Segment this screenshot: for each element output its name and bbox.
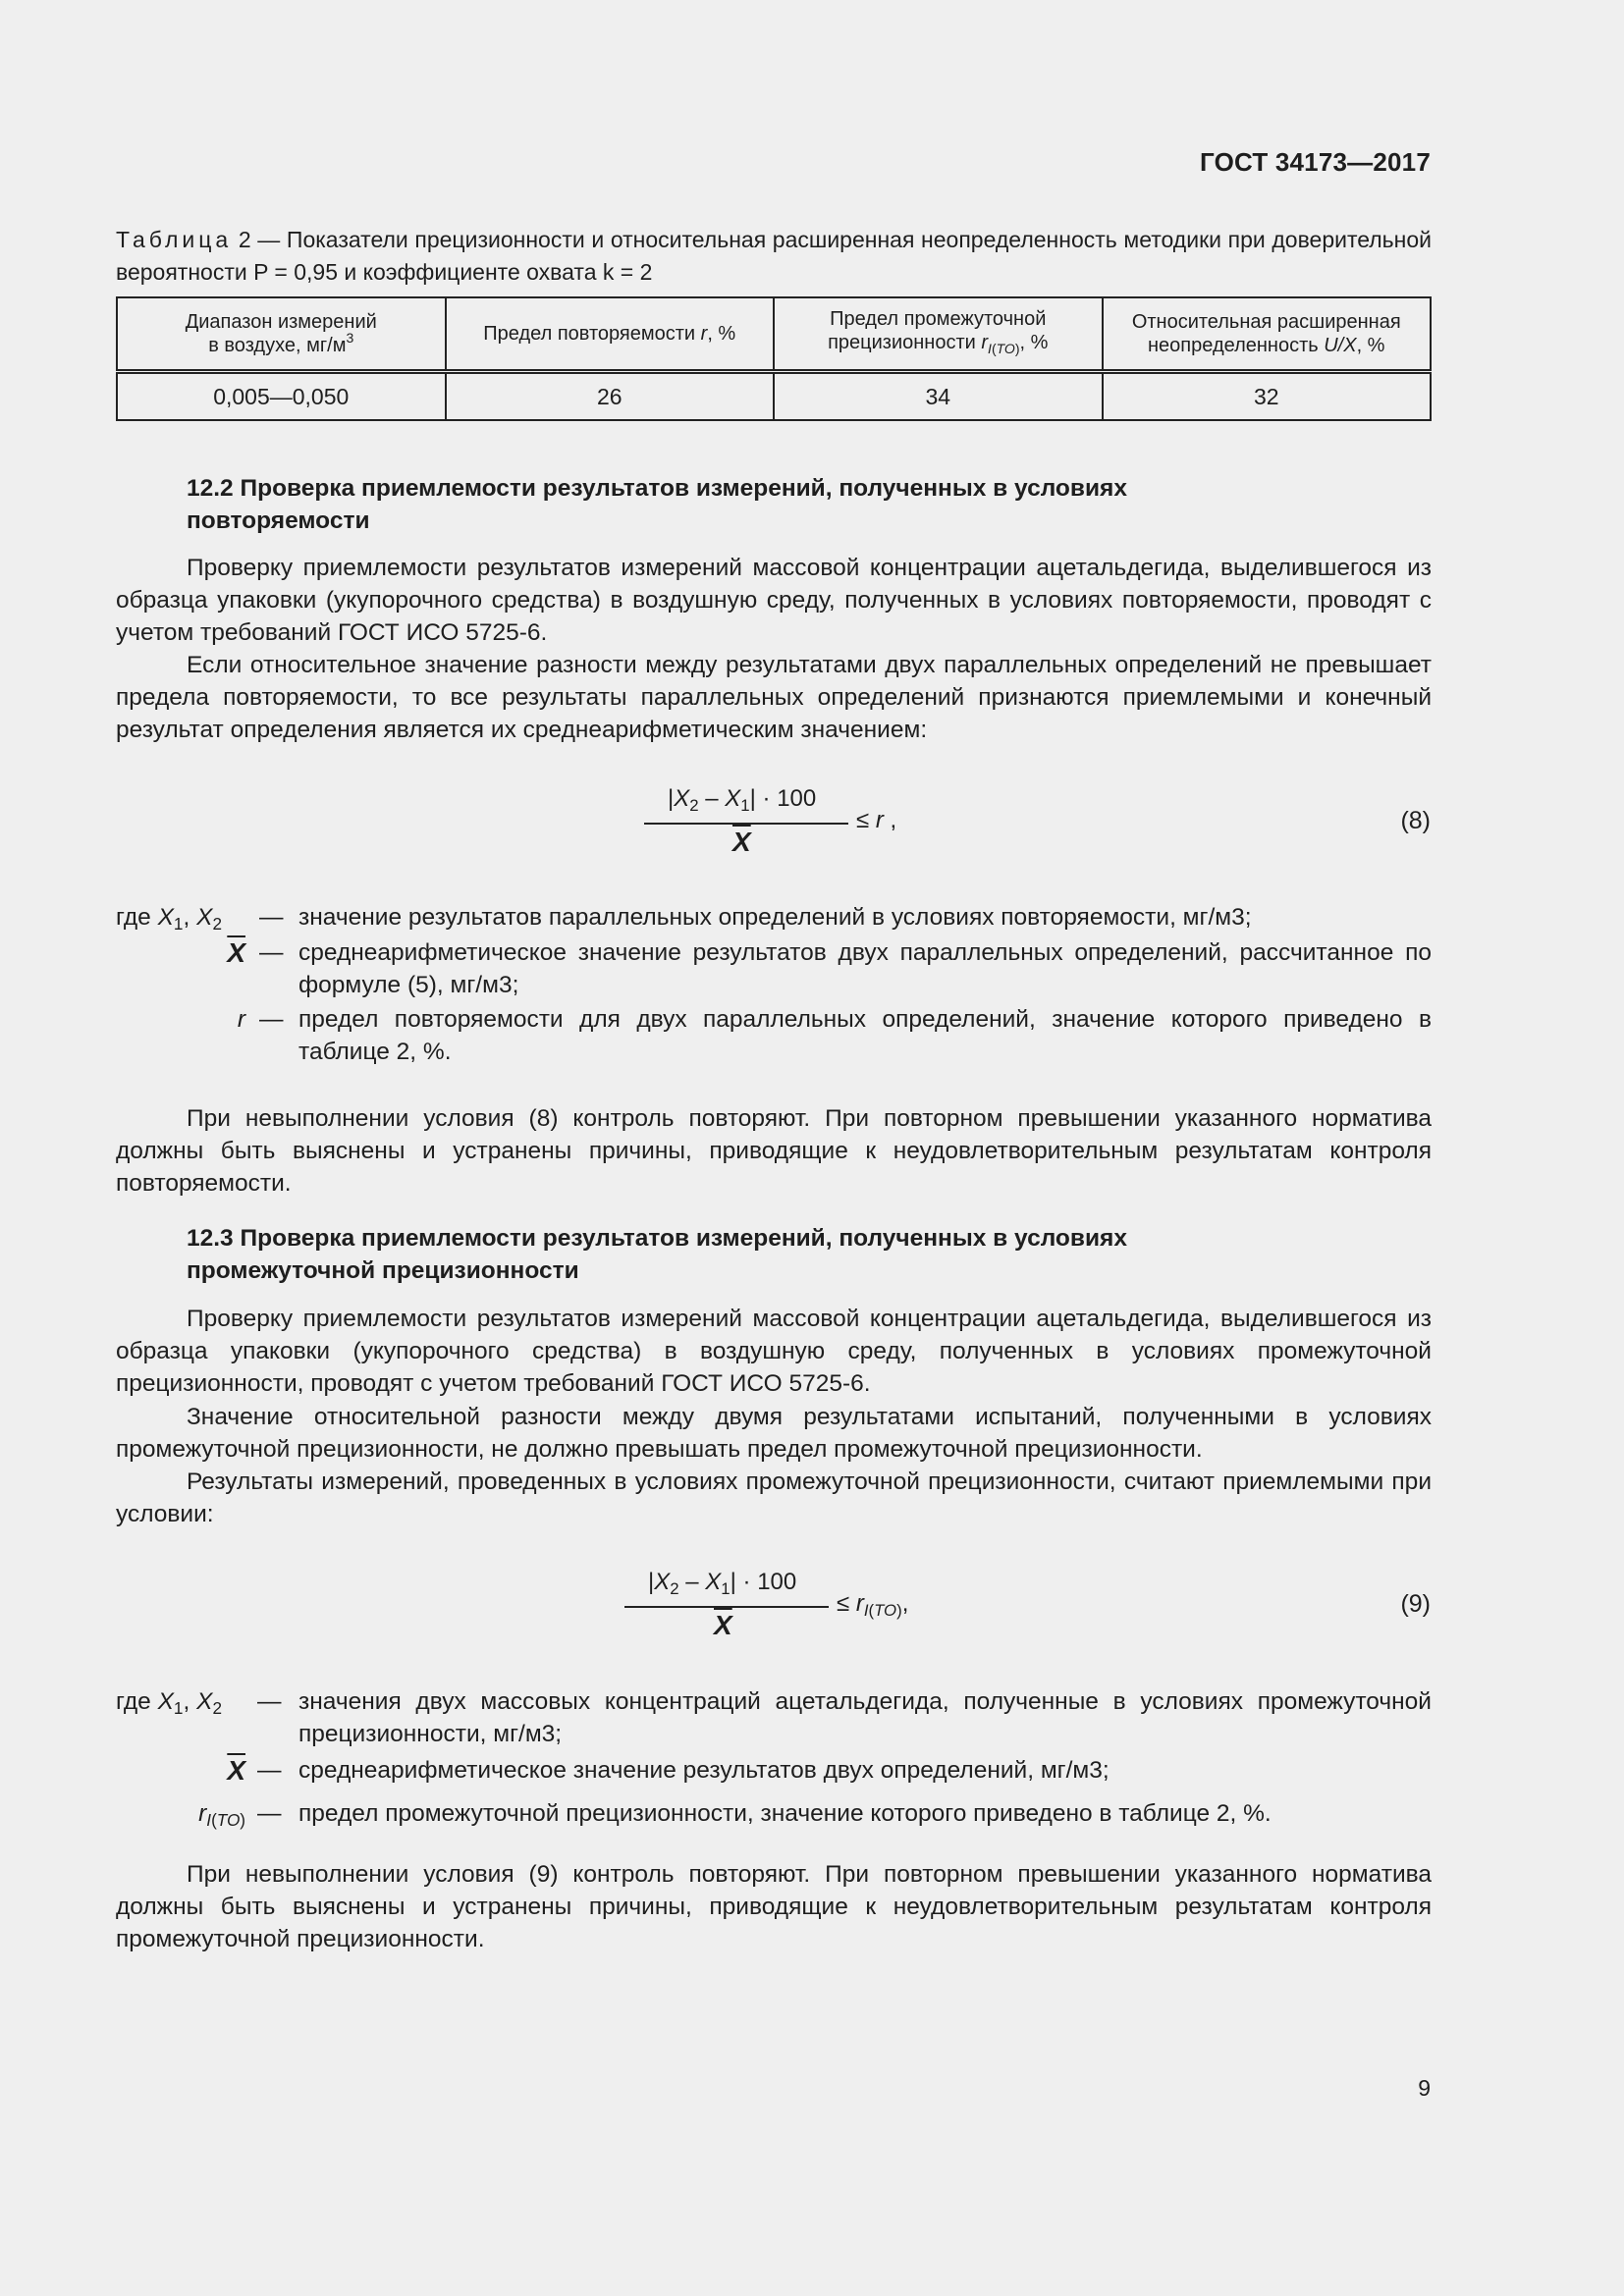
table-caption-text: 2 — Показатели прецизионности и относительная расширенная неопределенность методики при доверительной вероятности P = 0,95 и коэффициенте охвата k = 2 (116, 227, 1433, 285)
legend-8-symbol-xbar: $\overline{X}$ (227, 937, 245, 968)
formula-9-fraction-line (624, 1606, 829, 1608)
legend-9-symbol-xbar: $\overline{X}$ (227, 1755, 245, 1786)
table-caption-label: Таблица (116, 227, 233, 252)
table-cell-uncertainty: 32 (1103, 372, 1432, 421)
legend-9-text-2: среднеарифметическое значение результатов двух определений, мг/м3; (298, 1757, 1110, 1784)
standard-header: ГОСТ 34173—2017 (1200, 147, 1431, 177)
legend-8-text-2: среднеарифметическое значение результатов двух параллельных определений, рассчитанное по формуле (5), мг/м3; (298, 939, 1432, 998)
section-12-2-paragraph-2: Если относительное значение разности между результатами двух параллельных определений не превышает предела повторяемости, то все результаты параллельных определений признаются приемлемыми и конечный результат определения является их среднеарифметическим значением: (116, 652, 1432, 743)
formula-8-number: (8) (1400, 807, 1431, 834)
legend-9-text-3: предел промежуточной прецизионности, значение которого приведено в таблице 2, %. (298, 1800, 1272, 1827)
legend-9-dash: — (257, 1757, 282, 1784)
legend-8-text-1: значение результатов параллельных определений в условиях повторяемости, мг/м3; (298, 904, 1252, 931)
table-col-range: Диапазон измерений в воздухе, $мг/м^3$ (117, 297, 446, 372)
legend-8-dash: — (259, 904, 284, 931)
section-12-2-paragraph-3: При невыполнении условия (8) контроль повторяют. При повторном превышении указанного норматива должны быть выяснены и устранены причины, приводящие к неудовлетворительным результатам контроля повторяемости. (116, 1105, 1432, 1197)
table-row (117, 372, 1431, 421)
section-12-3-heading (187, 1222, 1432, 1287)
legend-8-symbol-r: r (237, 1006, 245, 1033)
legend-9-symbol-x: где $X_1$, $X_2$ (116, 1688, 222, 1718)
table-header-row (117, 297, 1431, 372)
table-col-uncertainty: Относительная расширенная неопределенность U/X, % (1103, 297, 1432, 372)
legend-8-dash: — (259, 939, 284, 966)
section-12-3-paragraph-1: Проверку приемлемости результатов измерений массовой концентрации ацетальдегида, выделившегося из образца упаковки (укупорочного средства) в воздушную среду, полученных в условиях промежуточной прецизионности, проводят с учетом требований ГОСТ ИСО 5725-6. (116, 1306, 1432, 1397)
section-12-3-paragraph-2: Значение относительной разности между двумя результатами испытаний, полученными в условиях промежуточной прецизионности, не должно превышать предел промежуточной прецизионности. (116, 1404, 1432, 1463)
formula-8-relation: ≤ r , (856, 807, 897, 833)
legend-9-dash: — (257, 1800, 282, 1827)
section-12-3-heading-line1: 12.3 Проверка приемлемости результатов измерений, полученных в условиях (187, 1225, 1127, 1252)
section-12-2-heading (187, 472, 1432, 537)
section-12-3-heading-line2: промежуточной прецизионности (187, 1257, 579, 1284)
legend-9-text-1: значения двух массовых концентраций ацетальдегида, полученные в условиях промежуточной прецизионности, мг/м3; (298, 1688, 1432, 1747)
formula-9-number: (9) (1400, 1590, 1431, 1618)
legend-where: где (116, 1688, 151, 1715)
legend-8-dash: — (259, 1006, 284, 1033)
table-col-repeatability: Предел повторяемости r, % (446, 297, 775, 372)
legend-8-text-3: предел повторяемости для двух параллельных определений, значение которого приведено в таблице 2, %. (298, 1006, 1432, 1065)
formula-8-fraction-line (644, 823, 848, 825)
section-12-3-paragraph-3: Результаты измерений, проведенных в условиях промежуточной прецизионности, считают приемлемыми при условии: (116, 1468, 1432, 1527)
table-cell-repeatability: 26 (446, 372, 775, 421)
section-12-3-paragraph-4: При невыполнении условия (9) контроль повторяют. При повторном превышении указанного норматива должны быть выяснены и устранены причины, приводящие к неудовлетворительным результатам контроля промежуточной прецизионности. (116, 1861, 1432, 1952)
legend-8-symbol-x: где $X_1$, $X_2$ (116, 904, 222, 934)
legend-9-symbol-r: $r_{I(TO)}$ (198, 1800, 245, 1830)
precision-table (116, 296, 1432, 421)
page-number: 9 (1418, 2075, 1431, 2101)
section-12-2-heading-line2: повторяемости (187, 507, 370, 534)
legend-where: где (116, 904, 151, 931)
formula-8-denominator: $\overline{X}$ (732, 827, 751, 857)
table-cell-intermediate: 34 (774, 372, 1103, 421)
section-12-2-heading-line1: 12.2 Проверка приемлемости результатов измерений, полученных в условиях (187, 475, 1127, 502)
legend-9-dash: — (257, 1688, 282, 1715)
formula-9-relation: ≤ $r_{I(TO)}$, (837, 1590, 909, 1620)
formula-9-numerator: $|X_2 - X_1| \cdot 100$ (648, 1569, 797, 1598)
formula-9-denominator: $\overline{X}$ (714, 1610, 732, 1640)
section-12-2-paragraph-1: Проверку приемлемости результатов измерений массовой концентрации ацетальдегида, выделившегося из образца упаковки (укупорочного средства) в воздушную среду, полученных в условиях повторяемости, проводят с учетом требований ГОСТ ИСО 5725-6. (116, 555, 1432, 646)
table-caption (116, 224, 1432, 289)
table-cell-range: 0,005—0,050 (117, 372, 446, 421)
table-col-intermediate: Предел промежуточной прецизионности $r_{I(TO)}$, % (774, 297, 1103, 372)
formula-8-numerator: $|X_2 - X_1| \cdot 100$ (668, 785, 817, 815)
